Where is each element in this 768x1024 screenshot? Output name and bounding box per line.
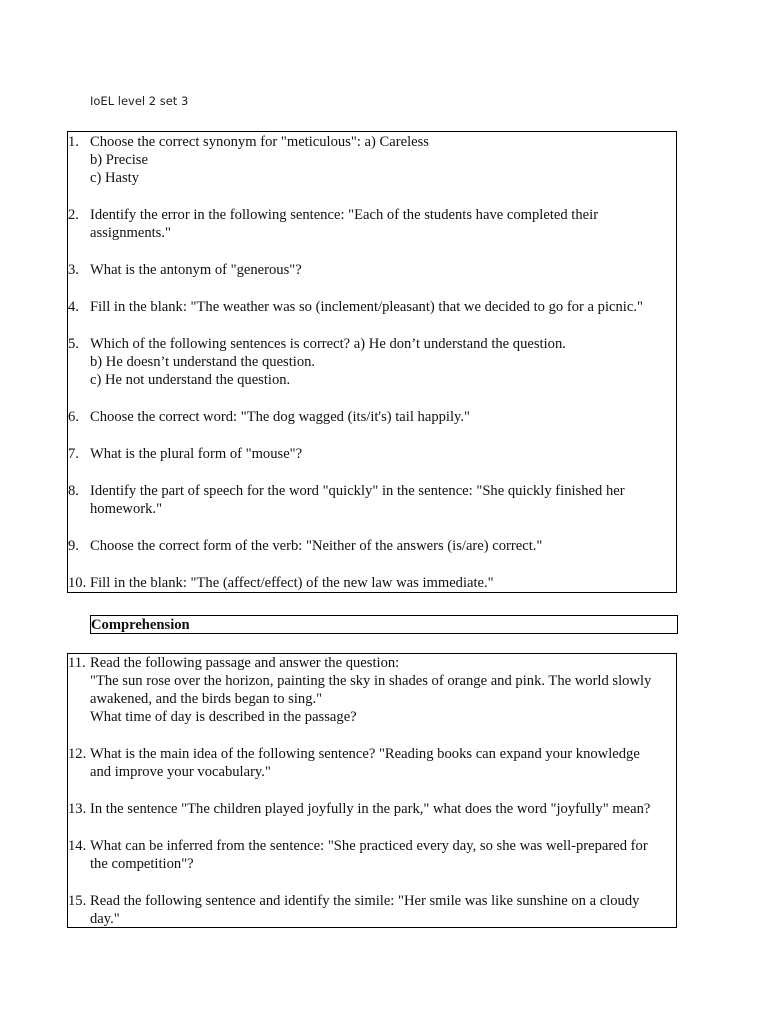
question-text-line: day." xyxy=(90,911,120,927)
question-text-line: In the sentence "The children played joyfully in the park," what does the word "joyfully" mean? xyxy=(90,801,651,817)
question-text-line: What is the main idea of the following sentence? "Reading books can expand your knowledge xyxy=(90,746,640,762)
question-text-line: c) Hasty xyxy=(90,170,140,186)
question-text-line: Identify the part of speech for the word "quickly" in the sentence: "She quickly finished her xyxy=(90,483,625,499)
question-number: 4. xyxy=(68,299,79,315)
question-text-line: Choose the correct form of the verb: "Neither of the answers (is/are) correct." xyxy=(90,538,543,554)
question-item xyxy=(68,408,676,426)
question-number: 8. xyxy=(68,483,79,499)
question-number: 6. xyxy=(68,409,79,425)
question-item xyxy=(68,574,676,592)
questions-box-part2 xyxy=(67,653,677,928)
question-text-line: Fill in the blank: "The weather was so (inclement/pleasant) that we decided to go for a picnic." xyxy=(90,299,643,315)
question-text-line: Which of the following sentences is correct? a) He don’t understand the question. xyxy=(90,336,566,352)
question-text-line: Choose the correct word: "The dog wagged (its/it's) tail happily." xyxy=(90,409,470,425)
question-item xyxy=(68,745,676,781)
question-number: 15. xyxy=(68,893,87,909)
question-text-line: What can be inferred from the sentence: "She practiced every day, so she was well-prepared for xyxy=(90,838,648,854)
question-item xyxy=(68,482,676,518)
question-number: 14. xyxy=(68,838,87,854)
question-text-line: b) He doesn’t understand the question. xyxy=(90,354,316,370)
question-text-line: the competition"? xyxy=(90,856,194,872)
question-item xyxy=(68,537,676,555)
question-item xyxy=(68,298,676,316)
question-item xyxy=(68,654,676,726)
question-text-line: "The sun rose over the horizon, painting the sky in shades of orange and pink. The world slowly xyxy=(90,673,652,689)
question-text-line: What time of day is described in the passage? xyxy=(90,709,357,725)
question-text-line: What is the plural form of "mouse"? xyxy=(90,446,303,462)
question-number: 11. xyxy=(68,655,86,671)
question-item xyxy=(68,892,676,928)
question-number: 9. xyxy=(68,538,79,554)
question-number: 13. xyxy=(68,801,87,817)
question-item xyxy=(68,261,676,279)
question-number: 10. xyxy=(68,575,87,591)
question-item xyxy=(68,335,676,389)
question-number: 1. xyxy=(68,134,79,150)
question-text-line: and improve your vocabulary." xyxy=(90,764,271,780)
question-number: 5. xyxy=(68,336,79,352)
question-text-line: Choose the correct synonym for "meticulous": a) Careless xyxy=(90,134,429,150)
question-item xyxy=(68,133,676,187)
question-text-line: assignments." xyxy=(90,225,171,241)
question-list-part1 xyxy=(68,132,676,592)
question-text-line: awakened, and the birds began to sing." xyxy=(90,691,323,707)
question-item xyxy=(68,445,676,463)
question-number: 7. xyxy=(68,446,79,462)
question-item xyxy=(68,206,676,242)
question-text-line: Fill in the blank: "The (affect/effect) of the new law was immediate." xyxy=(90,575,494,591)
question-number: 2. xyxy=(68,207,79,223)
document-title: IoEL level 2 set 3 xyxy=(90,94,189,108)
question-item xyxy=(68,837,676,873)
question-text-line: Read the following passage and answer the question: xyxy=(90,655,400,671)
question-number: 12. xyxy=(68,746,87,762)
question-item xyxy=(68,800,676,818)
question-text-line: What is the antonym of "generous"? xyxy=(90,262,302,278)
section-heading-comprehension: Comprehension xyxy=(90,615,678,634)
question-number: 3. xyxy=(68,262,79,278)
question-text-line: c) He not understand the question. xyxy=(90,372,291,388)
question-text-line: Identify the error in the following sentence: "Each of the students have completed their xyxy=(90,207,599,223)
question-text-line: Read the following sentence and identify the simile: "Her smile was like sunshine on a cloudy xyxy=(90,893,640,909)
questions-box-part1 xyxy=(67,131,677,593)
question-text-line: homework." xyxy=(90,501,163,517)
question-list-part2 xyxy=(68,654,676,928)
question-text-line: b) Precise xyxy=(90,152,148,168)
